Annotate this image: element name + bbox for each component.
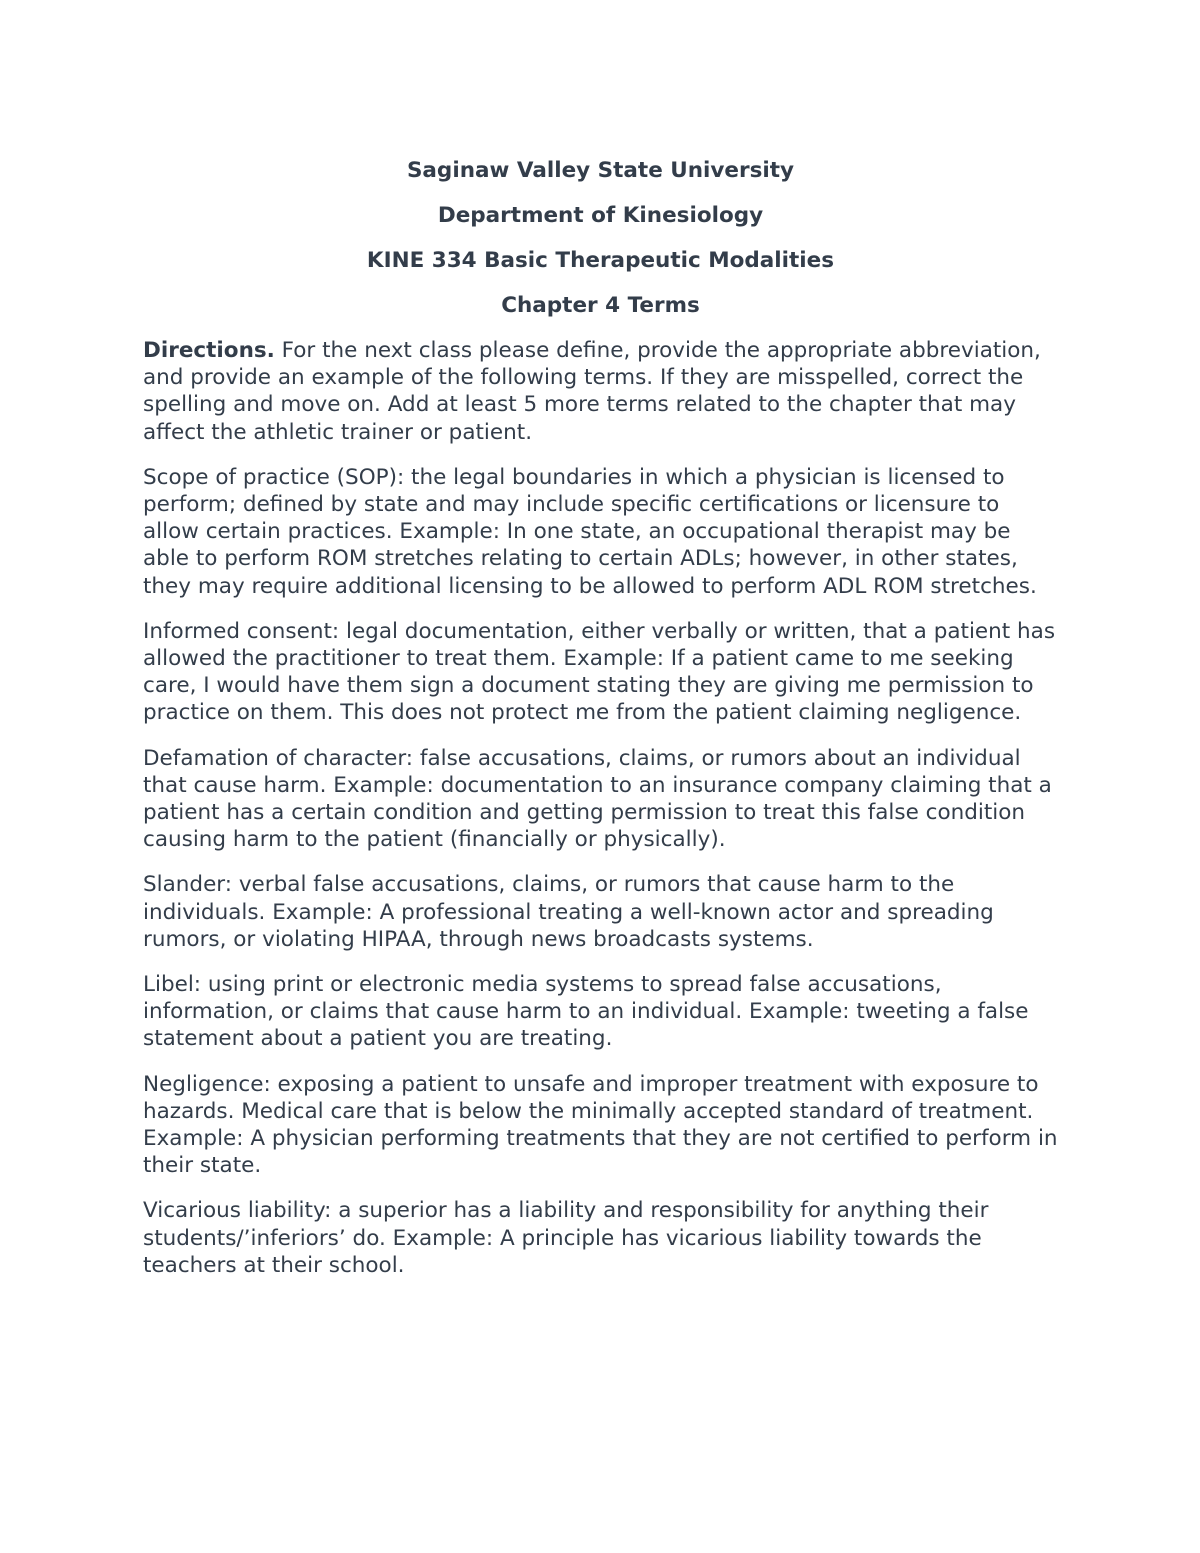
chapter-heading: Chapter 4 Terms — [501, 293, 700, 318]
term-vicarious-liability: Vicarious liability: a superior has a liability and responsibility for anything their students/’inferiors’ do. Example: A principle has vicarious liability towards the teachers at their school. — [143, 1198, 989, 1278]
term-informed-consent: Informed consent: legal documentation, either verbally or written, that a patient has allowed the practitioner to treat them. Example: If a patient came to me seeking care, I would have them sign a document stating they are giving me permission to practice on them. This does not protect me from the patient claiming negligence. — [143, 618, 1056, 726]
directions-label: Directions. — [143, 338, 275, 363]
document-body — [143, 157, 1058, 1297]
term-negligence: Negligence: exposing a patient to unsafe and improper treatment with exposure to hazards. Medical care that is below the minimally accepted standard of treatment. Example: A physician performing treatments that they are not certified to perform in their state. — [143, 1071, 1058, 1179]
term-defamation-of-character: Defamation of character: false accusations, claims, or rumors about an individual that cause harm. Example: documentation to an insurance company claiming that a patient has a certain condition and getting permission to treat this false condition causing harm to the patient (financially or physically). — [143, 745, 1052, 853]
term-scope-of-practice: Scope of practice (SOP): the legal boundaries in which a physician is licensed to perform; defined by state and may include specific certifications or licensure to allow certain practices. Example: In one state, an occupational therapist may be able to perform ROM stretches relating to certain ADLs; however, in other states, they may require additional licensing to be allowed to perform ADL ROM stretches. — [143, 464, 1037, 599]
term-slander: Slander: verbal false accusations, claims, or rumors that cause harm to the individuals. Example: A professional treating a well-known actor and spreading rumors, or violating HIPAA, through news broadcasts systems. — [143, 872, 994, 952]
university-heading: Saginaw Valley State University — [406, 158, 795, 183]
directions-text: For the next class please define, provide the appropriate abbreviation, and provide an example of the following terms. If they are misspelled, correct the spelling and move on. Add at least 5 more terms related to the chapter that may affect the athletic trainer or patient. — [143, 338, 1041, 445]
directions-paragraph — [143, 337, 1058, 446]
term-libel: Libel: using print or electronic media systems to spread false accusations, information, or claims that cause harm to an individual. Example: tweeting a false statement about a patient you are treating. — [143, 972, 1029, 1052]
department-heading: Department of Kinesiology — [437, 203, 764, 228]
course-heading: KINE 334 Basic Therapeutic Modalities — [366, 248, 835, 273]
